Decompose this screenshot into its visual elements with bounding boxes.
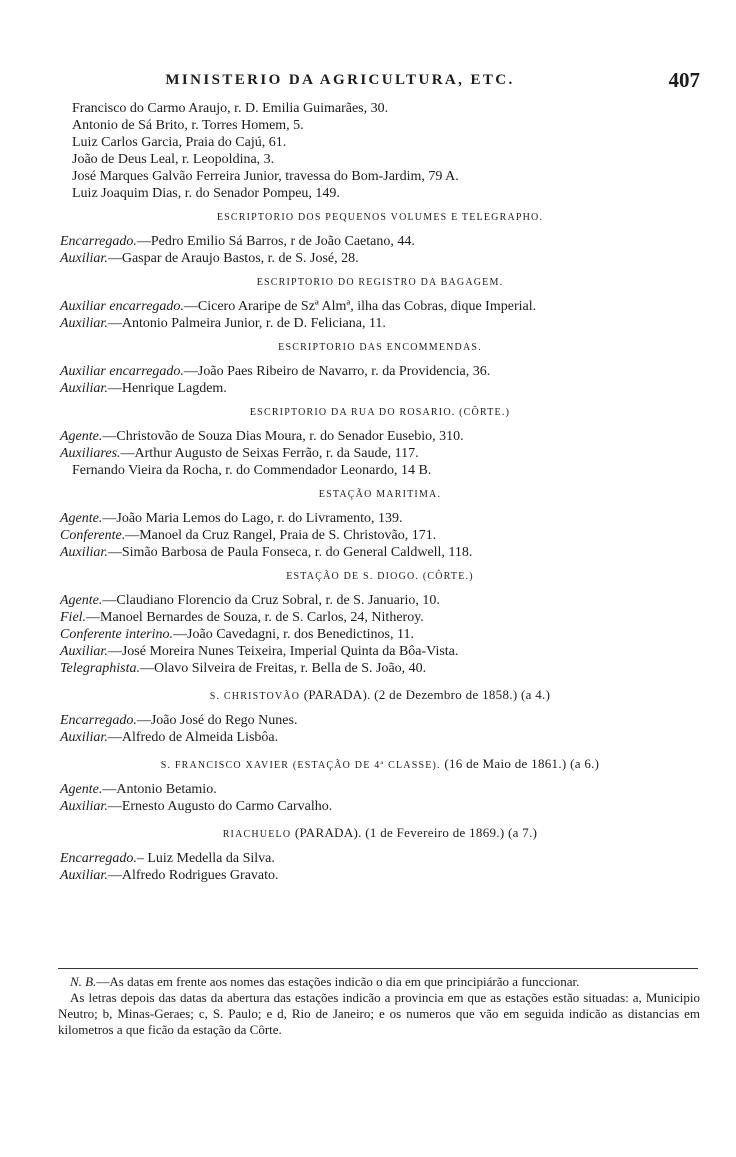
entry-title: Telegraphista. bbox=[60, 661, 140, 676]
entry-title: Auxiliar. bbox=[60, 316, 108, 331]
entry bbox=[60, 781, 700, 798]
entry-title: Auxiliares. bbox=[60, 446, 121, 461]
entry-title: Encarregado. bbox=[60, 234, 137, 249]
entry-title: Agente. bbox=[60, 429, 103, 444]
entry-text: —Henrique Lagdem. bbox=[107, 381, 227, 396]
entry-text: —Olavo Silveira de Freitas, r. Bella de S. João, 40. bbox=[140, 661, 427, 676]
entry-text: —José Moreira Nunes Teixeira, Imperial Quinta da Bôa-Vista. bbox=[107, 644, 459, 659]
entry bbox=[60, 867, 700, 884]
entry-text: —Antonio Palmeira Junior, r. de D. Feliciana, 11. bbox=[107, 316, 386, 331]
entry-title: Agente. bbox=[60, 593, 103, 608]
entry bbox=[60, 250, 700, 267]
entry bbox=[60, 712, 700, 729]
entry bbox=[60, 850, 700, 867]
entry-text: —Antonio Betamio. bbox=[102, 782, 217, 797]
list-item: José Marques Galvão Ferreira Junior, travessa do Bom-Jardim, 79 A. bbox=[72, 169, 459, 184]
document-body bbox=[60, 100, 700, 884]
entry-text: —Ernesto Augusto do Carmo Carvalho. bbox=[107, 799, 333, 814]
entry-text: —Manoel Bernardes de Souza, r. de S. Carlos, 24, Nitheroy. bbox=[86, 610, 424, 625]
entry-text: —João José do Rego Nunes. bbox=[136, 713, 298, 728]
entry-text: —Pedro Emilio Sá Barros, r de João Caetano, 44. bbox=[136, 234, 415, 249]
entry bbox=[60, 510, 700, 527]
entry-title: Auxiliar. bbox=[60, 381, 108, 396]
list-item: Luiz Joaquim Dias, r. do Senador Pompeu, 149. bbox=[72, 186, 340, 201]
section-heading-detail: (CÔRTE.) bbox=[422, 571, 474, 582]
entry-title: Auxiliar. bbox=[60, 251, 108, 266]
section-heading-name: ESCRIPTORIO DA RUA DO ROSARIO. bbox=[249, 407, 456, 418]
entry-text: —João Cavedagni, r. dos Benedictinos, 11. bbox=[173, 627, 414, 642]
section-heading bbox=[60, 404, 700, 421]
entry bbox=[60, 445, 700, 462]
section-heading: ESCRIPTORIO DOS PEQUENOS VOLUMES E TELEGRAPHO. bbox=[216, 212, 544, 223]
entry-text: —Manoel da Cruz Rangel, Praia de S. Christovão, 171. bbox=[125, 528, 437, 543]
section-heading-detail: (16 de Maio de 1861.) (a 6.) bbox=[444, 756, 600, 771]
entry bbox=[60, 798, 700, 815]
section-heading bbox=[60, 568, 700, 585]
running-title: MINISTERIO DA AGRICULTURA, ETC. bbox=[165, 72, 515, 88]
entry-text: —Gaspar de Araujo Bastos, r. de S. José, 28. bbox=[107, 251, 359, 266]
entry-title: Auxiliar encarregado. bbox=[60, 299, 184, 314]
section-heading-name: S. CHRISTOVÃO bbox=[209, 691, 301, 702]
section-heading-name: S. FRANCISCO XAVIER (ESTAÇÃO DE 4ª CLASSE). bbox=[160, 760, 441, 771]
entry-text: —Claudiano Florencio da Cruz Sobral, r. de S. Januario, 10. bbox=[102, 593, 440, 608]
entry bbox=[60, 298, 700, 315]
entry-title: Auxiliar. bbox=[60, 644, 108, 659]
entry bbox=[60, 462, 700, 479]
section-heading bbox=[60, 824, 700, 843]
entry bbox=[60, 363, 700, 380]
entry-text: —Alfredo Rodrigues Gravato. bbox=[107, 868, 279, 883]
entry bbox=[60, 729, 700, 746]
entry bbox=[60, 626, 700, 643]
section-heading: ESCRIPTORIO DAS ENCOMMENDAS. bbox=[278, 342, 482, 353]
page-header bbox=[60, 68, 700, 98]
footnote-para-1 bbox=[58, 974, 700, 990]
entry bbox=[60, 428, 700, 445]
entry-title: Conferente interino. bbox=[60, 627, 174, 642]
entry-title: Encarregado. bbox=[60, 851, 137, 866]
list-item: Luiz Carlos Garcia, Praia do Cajú, 61. bbox=[72, 135, 287, 150]
section-heading-detail: (PARADA). (1 de Fevereiro de 1869.) (a 7.) bbox=[294, 825, 538, 840]
entry-text: —Christovão de Souza Dias Moura, r. do Senador Eusebio, 310. bbox=[102, 429, 464, 444]
entry-text: —Simão Barbosa de Paula Fonseca, r. do General Caldwell, 118. bbox=[107, 545, 473, 560]
section-heading: ESTAÇÃO MARITIMA. bbox=[318, 489, 442, 500]
section-heading-name: ESTAÇÃO DE S. DIOGO. bbox=[286, 571, 420, 582]
section-heading bbox=[60, 755, 700, 774]
entry bbox=[60, 380, 700, 397]
footnote-para-2: As letras depois das datas da abertura das estações indicão a provincia em que as estações estão situadas: a, Municipio Neutro; b, Minas-Geraes; c, S. Paulo; e d, Rio de Janeiro; e os numeros que vão em seguida indicão as distancias em kilometros a que ficão da estação da Côrte. bbox=[58, 990, 700, 1037]
entry-title: Auxiliar. bbox=[60, 545, 108, 560]
entry-text: —João Paes Ribeiro de Navarro, r. da Providencia, 36. bbox=[183, 364, 491, 379]
entry-text: —Alfredo de Almeida Lisbôa. bbox=[107, 730, 279, 745]
entry bbox=[60, 527, 700, 544]
entry-text: —João Maria Lemos do Lago, r. do Livramento, 139. bbox=[102, 511, 403, 526]
entry bbox=[60, 315, 700, 332]
entry bbox=[60, 544, 700, 561]
entry-title: Fiel. bbox=[60, 610, 87, 625]
section-heading: ESCRIPTORIO DO REGISTRO DA BAGAGEM. bbox=[256, 277, 504, 288]
entry-text: —Cicero Araripe de Szª Almª, ilha das Cobras, dique Imperial. bbox=[183, 299, 537, 314]
entry-title: Auxiliar. bbox=[60, 730, 108, 745]
entry bbox=[60, 592, 700, 609]
entry-text: – Luiz Medella da Silva. bbox=[136, 851, 275, 866]
entry-title: Encarregado. bbox=[60, 713, 137, 728]
section-heading-detail: (CÔRTE.) bbox=[459, 407, 511, 418]
list-item: João de Deus Leal, r. Leopoldina, 3. bbox=[72, 152, 275, 167]
entry-text: Fernando Vieira da Rocha, r. do Commendador Leonardo, 14 B. bbox=[72, 463, 432, 478]
entry bbox=[60, 233, 700, 250]
entry-title: Agente. bbox=[60, 511, 103, 526]
entry-title: Auxiliar. bbox=[60, 799, 108, 814]
entry bbox=[60, 660, 700, 677]
entry-title: Agente. bbox=[60, 782, 103, 797]
page-number: 407 bbox=[668, 68, 700, 92]
footnote-text-1: —As datas em frente aos nomes das estações indicão o dia em que principiárão a funccionar. bbox=[96, 974, 580, 989]
entry-title: Conferente. bbox=[60, 528, 126, 543]
list-item: Francisco do Carmo Araujo, r. D. Emilia Guimarães, 30. bbox=[72, 101, 389, 116]
list-item: Antonio de Sá Brito, r. Torres Homem, 5. bbox=[72, 118, 304, 133]
section-heading-name: RIACHUELO bbox=[222, 829, 292, 840]
section-heading-detail: (PARADA). (2 de Dezembro de 1858.) (a 4.) bbox=[303, 687, 551, 702]
footnote-label: N. B. bbox=[70, 974, 97, 989]
top-name-list bbox=[60, 100, 700, 202]
section-heading bbox=[60, 686, 700, 705]
entry-title: Auxiliar. bbox=[60, 868, 108, 883]
entry-title: Auxiliar encarregado. bbox=[60, 364, 184, 379]
entry bbox=[60, 643, 700, 660]
entry bbox=[60, 609, 700, 626]
footnote-divider bbox=[58, 968, 698, 969]
footnote bbox=[58, 974, 700, 1038]
entry-text: —Arthur Augusto de Seixas Ferrão, r. da Saude, 117. bbox=[120, 446, 419, 461]
